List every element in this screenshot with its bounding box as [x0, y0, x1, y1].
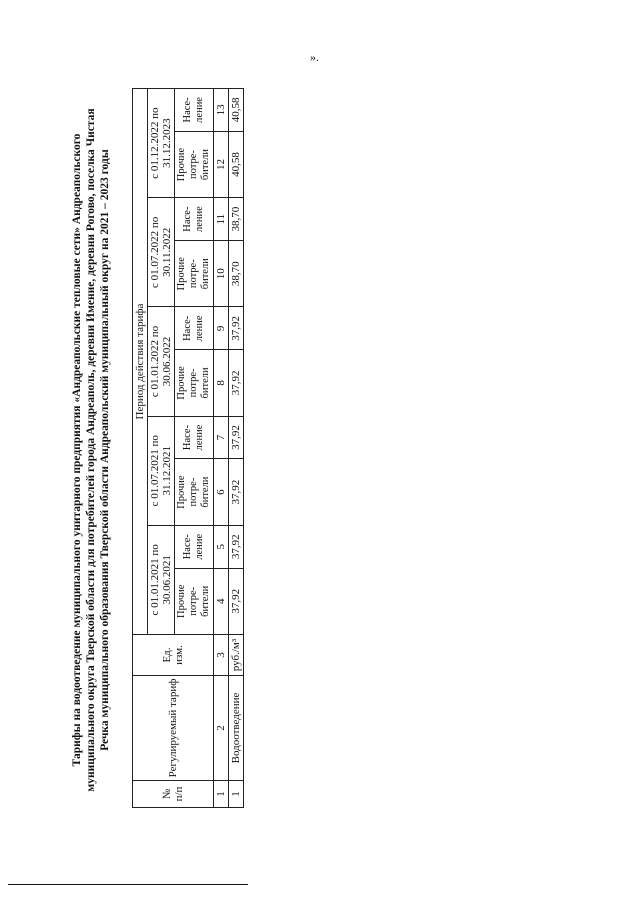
col-number: 3: [214, 635, 229, 676]
col-number: 1: [214, 781, 229, 808]
row-value: 37,92: [229, 459, 244, 525]
row-value: 37,92: [229, 307, 244, 350]
sub-other: Прочие потре- бители: [175, 350, 214, 416]
footnote-separator-line: [8, 884, 248, 885]
rotated-content: [70, 70, 320, 830]
header-num: № п/п: [133, 781, 214, 808]
header-period: Период действия тарифа: [133, 89, 148, 635]
sub-population: Насе- ление: [175, 416, 214, 459]
period-4: с 01.07.2022 по 30.11.2022: [148, 198, 175, 307]
col-number: 5: [214, 525, 229, 568]
col-number: 4: [214, 568, 229, 634]
row-value: 38,70: [229, 241, 244, 307]
document-title: [70, 70, 112, 830]
col-number: 8: [214, 350, 229, 416]
sub-population: Насе- ление: [175, 307, 214, 350]
col-number: 7: [214, 416, 229, 459]
row-value: 37,92: [229, 525, 244, 568]
closing-quote-mark: ».: [310, 50, 319, 64]
sub-population: Насе- ление: [175, 525, 214, 568]
col-number: 12: [214, 131, 229, 197]
header-tariff: Регулируемый тариф: [133, 676, 214, 781]
period-1: с 01.01.2021 по 30.06.2021: [148, 525, 175, 634]
col-number: 11: [214, 198, 229, 241]
period-3: с 01.01.2022 по 30.06.2022: [148, 307, 175, 416]
col-number: 6: [214, 459, 229, 525]
col-number: 10: [214, 241, 229, 307]
row-num: 1: [229, 781, 244, 808]
sub-other: Прочие потре- бители: [175, 459, 214, 525]
row-value: 40,58: [229, 89, 244, 132]
col-number: 9: [214, 307, 229, 350]
header-row-1: [133, 89, 148, 808]
sub-other: Прочие потре- бители: [175, 131, 214, 197]
column-number-row: [214, 89, 229, 808]
col-number: 2: [214, 676, 229, 781]
col-number: 13: [214, 89, 229, 132]
period-2: с 01.07.2021 по 31.12.2021: [148, 416, 175, 525]
tariff-table: [132, 88, 244, 808]
title-line-2: муниципального округа Тверской области для потребителей города Андреаполь, деревни Имение, деревни Рогово, поселка Чистая: [85, 108, 97, 792]
title-line-1: Тарифы на водоотведение муниципального унитарного предприятия «Андреапольские тепловые сети» Андреапольского: [71, 133, 83, 767]
header-unit: Ед. изм.: [133, 635, 214, 676]
table-row: [229, 89, 244, 808]
row-name: Водоотведение: [229, 676, 244, 781]
title-line-3: Речка муниципального образования Тверской области Андреапольский муниципальный округ на 2021 – 2023 годы: [99, 149, 111, 751]
row-unit: руб./м³: [229, 635, 244, 676]
sub-other: Прочие потре- бители: [175, 568, 214, 634]
row-value: 37,92: [229, 568, 244, 634]
row-value: 37,92: [229, 416, 244, 459]
sub-population: Насе- ление: [175, 89, 214, 132]
sub-population: Насе- ление: [175, 198, 214, 241]
row-value: 38,70: [229, 198, 244, 241]
row-value: 37,92: [229, 350, 244, 416]
sub-other: Прочие потре- бители: [175, 241, 214, 307]
period-5: с 01.12.2022 по 31.12.2023: [148, 89, 175, 198]
row-value: 40,58: [229, 131, 244, 197]
